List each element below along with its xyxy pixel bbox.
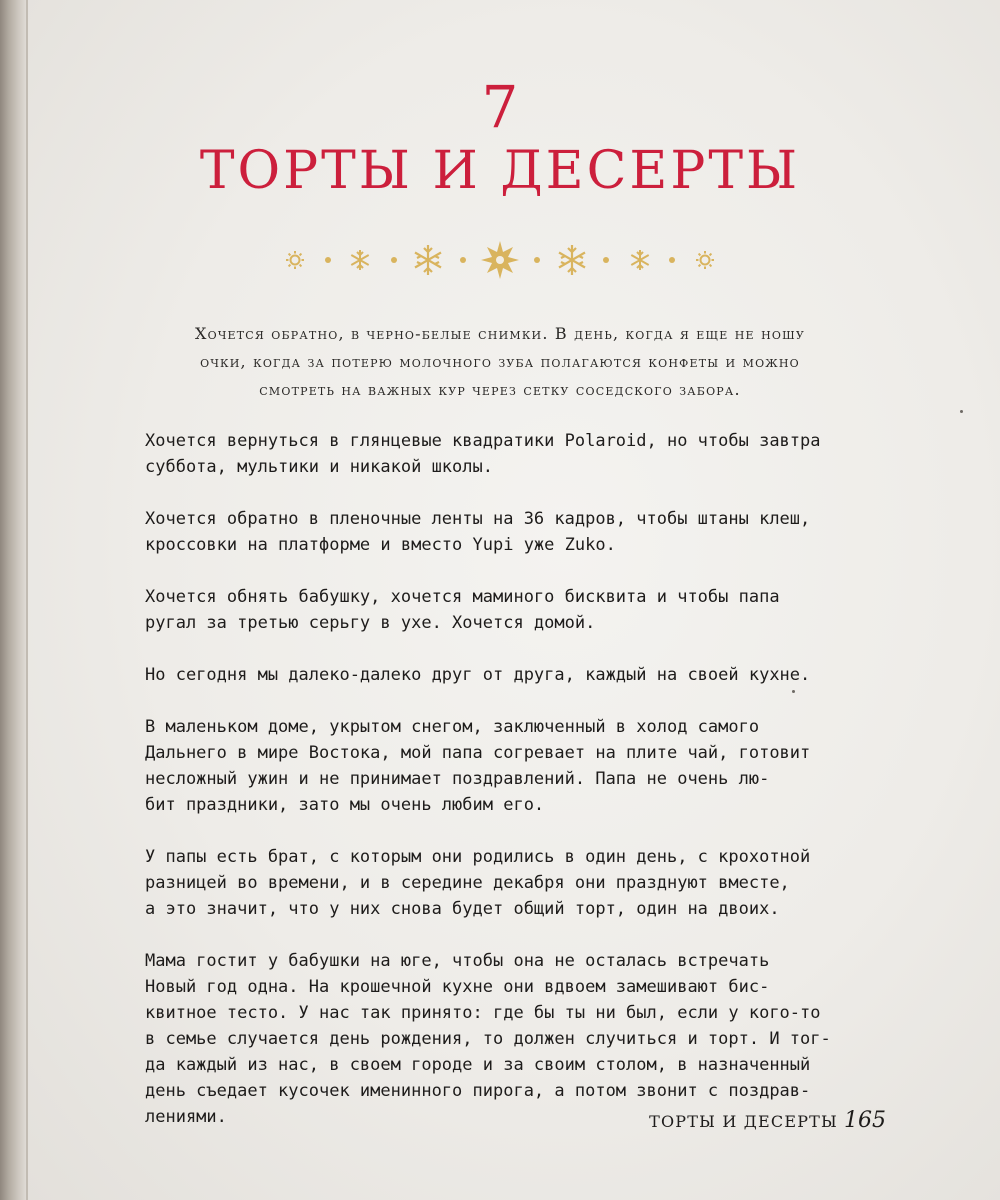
dot-icon <box>603 257 609 263</box>
text-line: Мама гостит у бабушки на юге, чтобы она не осталась встречать <box>145 951 770 971</box>
paragraph <box>145 948 845 1130</box>
text-line: суббота, мультики и никакой школы. <box>145 457 493 477</box>
paragraph <box>145 662 845 688</box>
text-line: в семье случается день рождения, то должен случиться и торт. И тог- <box>145 1029 831 1049</box>
text-line: Хочется обнять бабушку, хочется маминого бисквита и чтобы папа <box>145 587 780 607</box>
snowflake-icon <box>559 245 585 275</box>
running-footer-title: ТОРТЫ И ДЕСЕРТЫ <box>649 1112 838 1131</box>
text-line: разницей во времени, и в середине декабря они празднуют вместе, <box>145 873 790 893</box>
sun-icon <box>696 251 714 269</box>
epigraph-line: Хочется обратно, в черно-белые снимки. В день, когда я еще не ношу <box>195 324 805 343</box>
text-line: У папы есть брат, с которым они родились в один день, с крохотной <box>145 847 811 867</box>
dot-icon <box>669 257 675 263</box>
epigraph <box>150 320 850 404</box>
paragraph <box>145 428 845 480</box>
epigraph-line: смотреть на важных кур через сетку соседского забора. <box>259 380 741 399</box>
dot-icon <box>460 257 466 263</box>
text-line: а это значит, что у них снова будет общий торт, один на двоих. <box>145 899 780 919</box>
text-line: Дальнего в мире Востока, мой папа согревает на плите чай, готовит <box>145 743 811 763</box>
star-burst-icon <box>481 241 519 279</box>
text-line: да каждый из нас, в своем городе и за своим столом, в назначенный <box>145 1055 811 1075</box>
paragraph <box>145 506 845 558</box>
text-line: Хочется обратно в пленочные ленты на 36 кадров, чтобы штаны клеш, <box>145 509 811 529</box>
dot-icon <box>391 257 397 263</box>
text-line: бит праздники, зато мы очень любим его. <box>145 795 545 815</box>
dot-icon <box>325 257 331 263</box>
ornament-divider <box>280 238 720 282</box>
paragraph <box>145 584 845 636</box>
page-number: 165 <box>844 1108 886 1133</box>
snowflake-icon <box>351 250 368 270</box>
body-text <box>145 428 845 1156</box>
text-line: день съедает кусочек именинного пирога, а потом звонит с поздрав- <box>145 1081 811 1101</box>
text-line: квитное тесто. У нас так принято: где бы ты ни был, если у кого-то <box>145 1003 821 1023</box>
text-line: несложный ужин и не принимает поздравлений. Папа не очень лю- <box>145 769 770 789</box>
snowflake-icon <box>415 245 441 275</box>
dot-icon <box>534 257 540 263</box>
page-footer <box>649 1108 886 1133</box>
text-line: Но сегодня мы далеко-далеко друг от друга, каждый на своей кухне. <box>145 665 811 685</box>
chapter-title: ТОРТЫ И ДЕСЕРТЫ <box>199 141 801 201</box>
epigraph-line: очки, когда за потерю молочного зуба полагаются конфеты и можно <box>200 352 800 371</box>
text-line: Новый год одна. На крошечной кухне они вдвоем замешивают бис- <box>145 977 770 997</box>
paragraph <box>145 844 845 922</box>
text-line: лениями. <box>145 1107 227 1127</box>
text-line: кроссовки на платформе и вместо Yupi уже Zuko. <box>145 535 616 555</box>
text-line: ругал за третью серьгу в ухе. Хочется домой. <box>145 613 596 633</box>
text-line: Хочется вернуться в глянцевые квадратики Polaroid, но чтобы завтра <box>145 431 821 451</box>
chapter-number: 7 <box>481 73 519 141</box>
paragraph <box>145 714 845 818</box>
text-line: В маленьком доме, укрытом снегом, заключенный в холод самого <box>145 717 760 737</box>
snowflake-icon <box>631 250 648 270</box>
sun-icon <box>286 251 304 269</box>
